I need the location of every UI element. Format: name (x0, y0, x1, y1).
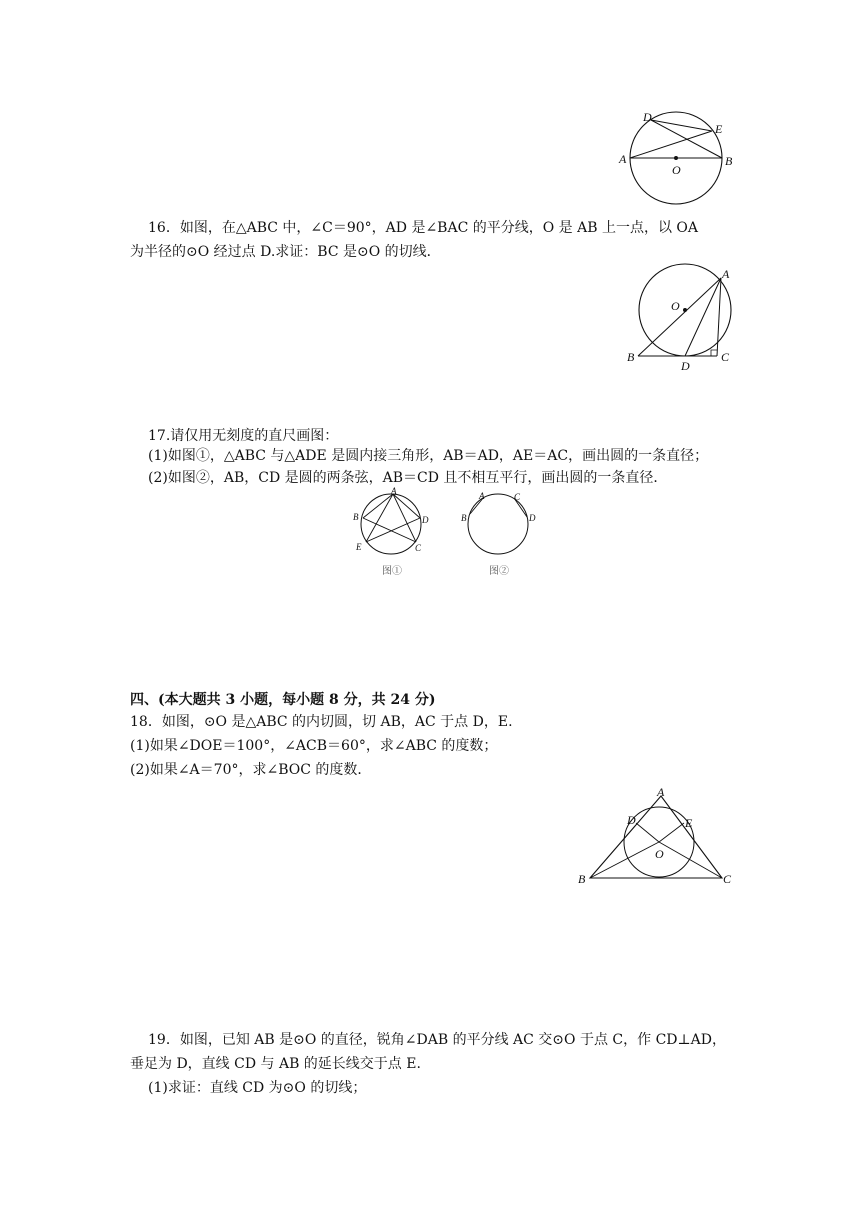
q17-part-1: (1)如图①，△ABC 与△ADE 是圆内接三角形，AB＝AD，AE＝AC，画出圆的一条直径； (148, 448, 709, 464)
q15-figure (615, 108, 745, 208)
q17-fig1-label-e: E (356, 542, 362, 552)
q17-figure-2 (458, 490, 543, 580)
q16-line-2: 为半径的⊙O 经过点 D.求证：BC 是⊙O 的切线． (130, 244, 441, 260)
q15-label-d: D (643, 110, 652, 124)
q15-label-o: O (672, 163, 681, 177)
q17-fig2-circle (468, 494, 528, 554)
q17-fig1-caption: 图① (382, 566, 402, 577)
q17-fig1-bc (363, 518, 416, 542)
q16-line-1: 16．如图，在△ABC 中，∠C＝90°，AD 是∠BAC 的平分线，O 是 AB 上一点，以 OA (148, 220, 698, 236)
q15-label-b: B (725, 154, 733, 168)
q17-fig1-ad (393, 494, 420, 518)
q17-fig2-label-a: A (479, 491, 485, 501)
q16-side-ab (638, 278, 721, 356)
q15-chord-de (651, 120, 712, 131)
q18-label-o: O (655, 847, 664, 861)
q15-chord-db (651, 120, 722, 158)
section-4-heading: 四、(本大题共 3 小题，每小题 8 分，共 24 分) (130, 692, 436, 708)
q18-label-a: A (657, 785, 665, 799)
q18-segment-do (636, 823, 659, 842)
q16-side-ac (717, 278, 721, 356)
q18-segment-co (659, 842, 722, 878)
q16-label-o: O (671, 299, 680, 313)
q18-part-1: (1)如果∠DOE＝100°，∠ACB＝60°，求∠ABC 的度数； (130, 738, 498, 754)
q15-chord-ae (630, 131, 712, 158)
q17-fig1-label-c: C (415, 543, 422, 553)
q18-segment-eo (659, 823, 684, 842)
q16-figure (625, 268, 745, 378)
q17-title: 17.请仅用无刻度的直尺画图： (148, 428, 339, 444)
q17-part-2: (2)如图②，AB，CD 是圆的两条弦，AB＝CD 且不相互平行，画出圆的一条直径． (148, 470, 668, 486)
q15-center-dot (674, 156, 678, 160)
q17-fig2-caption: 图② (489, 566, 509, 577)
q18-line-1: 18．如图，⊙O 是△ABC 的内切圆，切 AB，AC 于点 D，E. (130, 714, 513, 730)
q17-fig1-label-d: D (422, 515, 429, 525)
q17-fig1-circle (361, 494, 421, 554)
q17-fig2-label-b: B (461, 513, 467, 523)
q18-label-e: E (685, 816, 693, 830)
q18-label-d: D (627, 813, 636, 827)
q17-fig1-ea (366, 494, 393, 542)
q16-label-b: B (627, 350, 635, 364)
q17-fig2-label-c: C (514, 492, 521, 502)
q18-triangle-abc (590, 796, 722, 878)
q19-line-2: 垂足为 D，直线 CD 与 AB 的延长线交于点 E. (130, 1056, 421, 1072)
q19-line-1: 19．如图，已知 AB 是⊙O 的直径，锐角∠DAB 的平分线 AC 交⊙O 于点 C，作 CD⊥AD， (148, 1032, 727, 1048)
q15-label-a: A (619, 152, 627, 166)
q16-label-c: C (721, 350, 730, 364)
q16-center-dot (683, 308, 687, 312)
q18-part-2: (2)如果∠A＝70°，求∠BOC 的度数． (130, 762, 372, 778)
q19-part-1: (1)求证：直线 CD 为⊙O 的切线； (148, 1080, 367, 1096)
q16-label-a: A (722, 267, 730, 281)
q17-fig1-label-a: A (391, 486, 397, 496)
q15-label-e: E (715, 122, 723, 136)
q17-fig1-label-b: B (353, 512, 359, 522)
q17-fig1-ca (393, 494, 416, 542)
q17-fig2-label-d: D (529, 513, 536, 523)
q16-label-d: D (681, 359, 690, 373)
q18-label-b: B (578, 872, 586, 886)
q16-right-angle-mark (711, 350, 717, 356)
q17-fig1-de (366, 518, 420, 542)
q18-label-c: C (723, 872, 732, 886)
q18-figure (575, 784, 740, 889)
q17-figure-1 (350, 486, 435, 580)
